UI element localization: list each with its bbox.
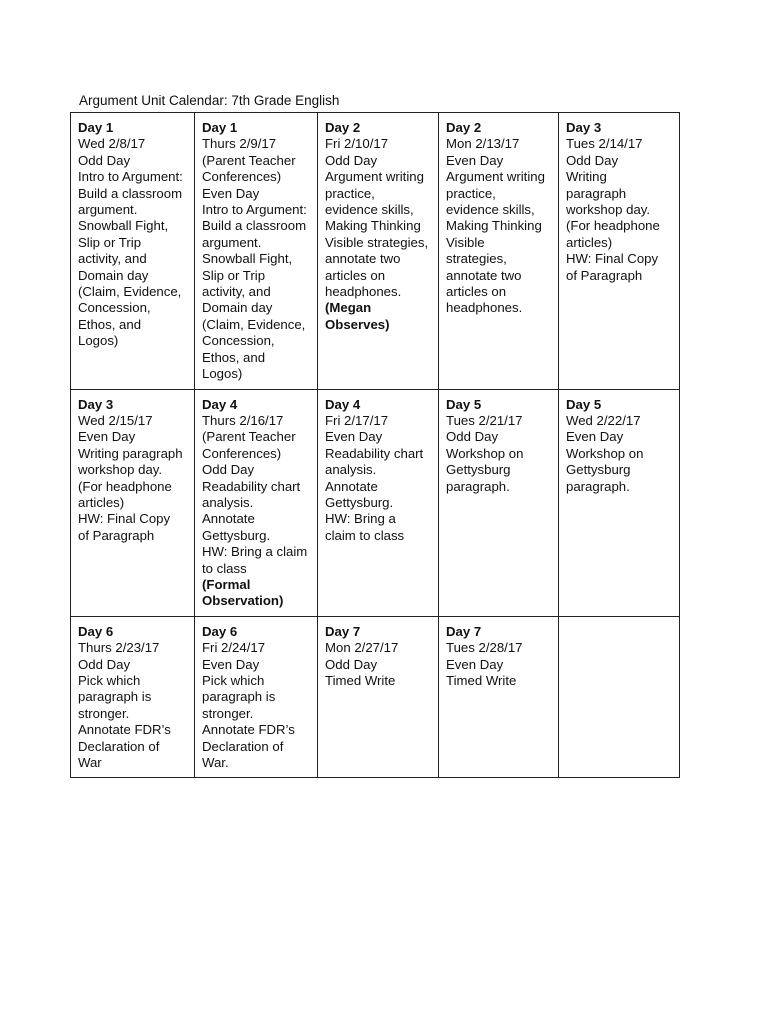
calendar-day-cell bbox=[195, 616, 318, 778]
day-number-label: Day 6 bbox=[78, 623, 114, 639]
cell-text-line: (Claim, Evidence, bbox=[78, 284, 182, 300]
calendar-day-cell bbox=[71, 113, 195, 390]
calendar-day-cell bbox=[318, 616, 439, 778]
cell-text-line: Gettysburg bbox=[446, 462, 511, 478]
cell-text-line: Gettysburg bbox=[566, 462, 631, 478]
cell-text-line: Gettysburg. bbox=[325, 494, 394, 510]
cell-text-line: Wed 2/8/17 bbox=[78, 136, 146, 152]
calendar-empty-cell bbox=[559, 616, 680, 778]
calendar-day-cell bbox=[71, 389, 195, 616]
cell-text-line: Fri 2/17/17 bbox=[325, 412, 389, 428]
cell-text-line: Odd Day bbox=[78, 152, 131, 168]
calendar-week-row bbox=[71, 616, 680, 778]
cell-text-line: Even Day bbox=[325, 429, 383, 445]
cell-text-line: Readability chart bbox=[202, 478, 301, 494]
cell-text-line: Writing bbox=[566, 169, 607, 185]
cell-text-line: headphones. bbox=[446, 300, 523, 316]
cell-text-line: (For headphone bbox=[566, 218, 660, 234]
day-number-label: Day 1 bbox=[202, 120, 238, 135]
cell-text-line: articles) bbox=[78, 494, 125, 510]
cell-text-line: activity, and bbox=[202, 284, 271, 300]
calendar-day-cell bbox=[195, 113, 318, 390]
cell-text-line: Pick which bbox=[78, 673, 141, 688]
cell-text-line: Build a classroom bbox=[78, 185, 183, 201]
cell-text-line: Even Day bbox=[202, 656, 260, 672]
cell-text-line: annotate two bbox=[325, 251, 401, 267]
day-number-label: Day 3 bbox=[566, 120, 602, 135]
cell-text-line: Mon 2/13/17 bbox=[446, 136, 520, 152]
cell-text-line: of Paragraph bbox=[566, 267, 643, 283]
cell-text-line: evidence skills, bbox=[325, 202, 414, 218]
unit-calendar-table bbox=[70, 112, 680, 778]
calendar-body bbox=[71, 113, 680, 778]
day-number-label: Day 5 bbox=[566, 396, 602, 412]
cell-text-line: Visible bbox=[446, 234, 485, 250]
cell-text-line: Odd Day bbox=[78, 656, 131, 672]
cell-text-line: Declaration of bbox=[78, 738, 160, 754]
cell-text-line: Odd Day bbox=[446, 429, 499, 445]
cell-text-line: Ethos, and bbox=[202, 349, 266, 365]
cell-text-line: HW: Bring a bbox=[325, 511, 396, 527]
cell-text-line: articles on bbox=[325, 267, 386, 283]
cell-text-line: workshop day. bbox=[78, 462, 163, 478]
cell-text-line: analysis. bbox=[202, 494, 254, 510]
day-number-label: Day 5 bbox=[446, 396, 482, 412]
cell-text-line: Making Thinking bbox=[325, 218, 421, 234]
calendar-day-cell bbox=[195, 389, 318, 616]
cell-text-line: Argument writing bbox=[446, 169, 545, 185]
cell-text-line: Odd Day bbox=[202, 462, 255, 478]
cell-text-line: Concession, bbox=[78, 300, 151, 316]
cell-text-line: paragraph is bbox=[78, 689, 152, 705]
cell-text-line: paragraph. bbox=[446, 478, 510, 494]
cell-text-line: Odd Day bbox=[566, 152, 619, 168]
cell-text-line: Pick which bbox=[202, 673, 265, 688]
cell-text-line: Even Day bbox=[446, 656, 504, 672]
cell-text-line: (Parent Teacher bbox=[202, 152, 296, 168]
cell-text-line: Intro to Argument: bbox=[78, 169, 183, 185]
cell-text-line: Intro to Argument: bbox=[202, 202, 307, 218]
cell-text-line: stronger. bbox=[78, 705, 130, 721]
cell-text-line: Conferences) bbox=[202, 445, 282, 461]
observation-note: (Megan bbox=[325, 300, 372, 316]
document-title: Argument Unit Calendar: 7th Grade English bbox=[79, 93, 340, 108]
calendar-day-cell bbox=[439, 389, 559, 616]
cell-text-line: Annotate FDR’s bbox=[78, 722, 171, 738]
observation-note: (Formal bbox=[202, 576, 251, 592]
cell-text-line: Domain day bbox=[78, 267, 149, 283]
day-number-label: Day 3 bbox=[78, 396, 114, 412]
cell-text-line: paragraph. bbox=[566, 478, 630, 494]
cell-text-line: Tues 2/14/17 bbox=[566, 136, 643, 152]
cell-text-line: claim to class bbox=[325, 527, 405, 543]
cell-text-line: argument. bbox=[78, 202, 138, 218]
cell-text-line: Build a classroom bbox=[202, 218, 307, 234]
cell-text-line: Slip or Trip bbox=[202, 267, 266, 283]
calendar-day-cell bbox=[318, 389, 439, 616]
cell-text-line: Wed 2/15/17 bbox=[78, 412, 153, 428]
cell-text-line: Fri 2/10/17 bbox=[325, 136, 389, 152]
cell-text-line: Writing paragraph bbox=[78, 445, 183, 461]
cell-text-line: strategies, bbox=[446, 251, 507, 267]
calendar-day-cell bbox=[71, 616, 195, 778]
cell-text-line: (Parent Teacher bbox=[202, 429, 296, 445]
cell-text-line: Even Day bbox=[202, 185, 260, 201]
cell-text-line: annotate two bbox=[446, 267, 522, 283]
cell-text-line: Wed 2/22/17 bbox=[566, 412, 641, 428]
cell-text-line: Logos) bbox=[78, 333, 119, 349]
calendar-day-cell bbox=[318, 113, 439, 390]
calendar-day-cell bbox=[559, 113, 680, 390]
day-number-label: Day 2 bbox=[446, 120, 482, 135]
day-number-label: Day 4 bbox=[202, 396, 238, 412]
cell-text-line: Thurs 2/23/17 bbox=[78, 640, 160, 656]
cell-text-line: Thurs 2/16/17 bbox=[202, 412, 284, 428]
cell-text-line: Mon 2/27/17 bbox=[325, 640, 399, 656]
cell-text-line: of Paragraph bbox=[78, 527, 155, 543]
cell-text-line: Timed Write bbox=[325, 673, 396, 688]
cell-text-line: paragraph is bbox=[202, 689, 276, 705]
cell-text-line: Thurs 2/9/17 bbox=[202, 136, 277, 152]
cell-text-line: Snowball Fight, bbox=[202, 251, 293, 267]
cell-text-line: evidence skills, bbox=[446, 202, 535, 218]
cell-text-line: analysis. bbox=[325, 462, 377, 478]
cell-text-line: Tues 2/21/17 bbox=[446, 412, 523, 428]
cell-text-line: paragraph bbox=[566, 185, 627, 201]
cell-text-line: Even Day bbox=[446, 152, 504, 168]
day-number-label: Day 7 bbox=[325, 623, 361, 639]
observation-note: Observes) bbox=[325, 316, 390, 332]
cell-text-line: Annotate FDR’s bbox=[202, 722, 295, 738]
cell-text-line: Readability chart bbox=[325, 445, 424, 461]
cell-text-line: Declaration of bbox=[202, 738, 284, 754]
cell-text-line: (For headphone bbox=[78, 478, 172, 494]
cell-text-line: headphones. bbox=[325, 284, 402, 300]
cell-text-line: Even Day bbox=[78, 429, 136, 445]
cell-text-line: Odd Day bbox=[325, 656, 378, 672]
cell-text-line: Conferences) bbox=[202, 169, 282, 185]
cell-text-line: Visible strategies, bbox=[325, 234, 429, 250]
day-number-label: Day 4 bbox=[325, 396, 361, 412]
day-number-label: Day 2 bbox=[325, 120, 361, 135]
cell-text-line: Gettysburg. bbox=[202, 527, 271, 543]
cell-text-line: workshop day. bbox=[566, 202, 651, 218]
cell-text-line: Slip or Trip bbox=[78, 234, 142, 250]
calendar-week-row bbox=[71, 389, 680, 616]
cell-text-line: argument. bbox=[202, 234, 262, 250]
cell-text-line: to class bbox=[202, 560, 247, 576]
cell-text-line: Workshop on bbox=[566, 445, 644, 461]
cell-text-line: (Claim, Evidence, bbox=[202, 316, 306, 332]
calendar-day-cell bbox=[439, 113, 559, 390]
day-number-label: Day 6 bbox=[202, 623, 238, 639]
cell-text-line: Fri 2/24/17 bbox=[202, 640, 266, 656]
cell-text-line: Concession, bbox=[202, 333, 275, 349]
calendar-day-cell bbox=[559, 389, 680, 616]
cell-text-line: practice, bbox=[325, 185, 375, 201]
cell-text-line: Domain day bbox=[202, 300, 273, 316]
cell-text-line: War. bbox=[202, 755, 229, 771]
cell-text-line: HW: Final Copy bbox=[78, 511, 171, 527]
cell-text-line: Ethos, and bbox=[78, 316, 142, 332]
cell-text-line: practice, bbox=[446, 185, 496, 201]
cell-text-line: Logos) bbox=[202, 366, 243, 382]
cell-text-line: Argument writing bbox=[325, 169, 424, 185]
cell-text-line: articles) bbox=[566, 234, 613, 250]
cell-text-line: Even Day bbox=[566, 429, 624, 445]
cell-text-line: Tues 2/28/17 bbox=[446, 640, 523, 656]
cell-text-line: Making Thinking bbox=[446, 218, 542, 234]
cell-text-line: activity, and bbox=[78, 251, 147, 267]
cell-text-line: Annotate bbox=[202, 511, 255, 527]
day-number-label: Day 7 bbox=[446, 623, 482, 639]
calendar-week-row bbox=[71, 113, 680, 390]
day-number-label: Day 1 bbox=[78, 120, 114, 135]
cell-text-line: Snowball Fight, bbox=[78, 218, 169, 234]
cell-text-line: HW: Bring a claim bbox=[202, 544, 308, 560]
cell-text-line: Workshop on bbox=[446, 445, 524, 461]
cell-text-line: Timed Write bbox=[446, 673, 517, 688]
cell-text-line: War bbox=[78, 755, 102, 771]
cell-text-line: HW: Final Copy bbox=[566, 251, 659, 267]
cell-text-line: articles on bbox=[446, 284, 507, 300]
observation-note: Observation) bbox=[202, 593, 284, 609]
calendar-day-cell bbox=[439, 616, 559, 778]
cell-text-line: Annotate bbox=[325, 478, 378, 494]
cell-text-line: Odd Day bbox=[325, 152, 378, 168]
cell-text-line: stronger. bbox=[202, 705, 254, 721]
